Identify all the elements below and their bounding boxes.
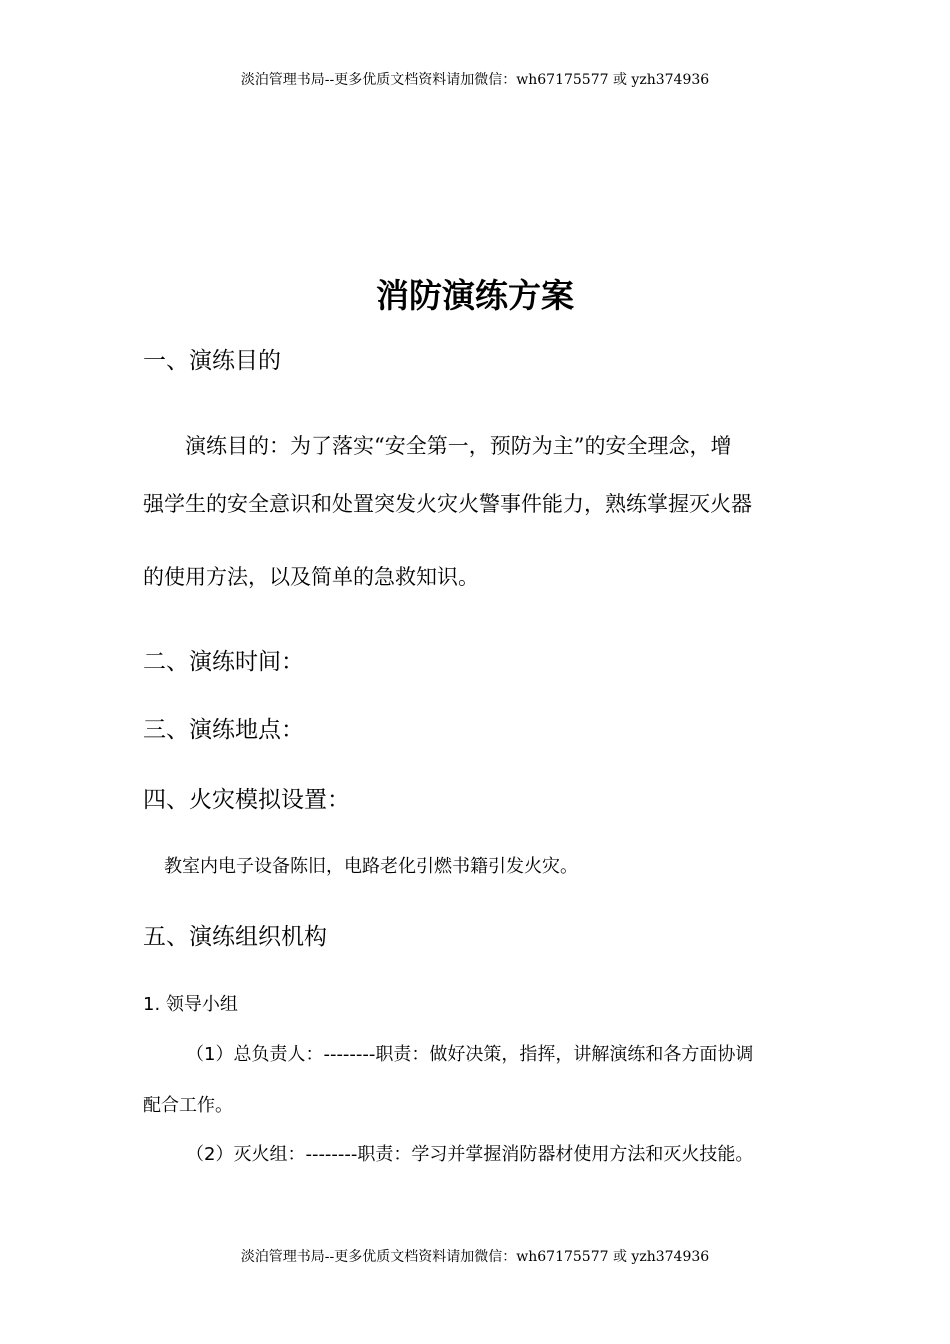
section-heading-organization: 五、演练组织机构	[143, 924, 327, 950]
purpose-line-1: 演练目的：为了落实“安全第一，预防为主”的安全理念，增	[143, 434, 732, 458]
page-title: 消防演练方案	[376, 276, 574, 315]
section-heading-purpose: 一、演练目的	[143, 348, 281, 374]
purpose-line-2: 强学生的安全意识和处置突发火灾火警事件能力，熟练掌握灭火器	[143, 492, 752, 516]
item-firefighting-group: （2）灭火组：--------职责：学习并掌握消防器材使用方法和灭火技能。	[186, 1144, 754, 1165]
page-footer: 淡泊管理书局--更多优质文档资料请加微信：wh67175577 或 yzh374936	[240, 1249, 710, 1265]
section-heading-fire-simulation: 四、火灾模拟设置：	[143, 787, 350, 813]
section-heading-time: 二、演练时间：	[143, 649, 304, 675]
purpose-line-3: 的使用方法，以及简单的急救知识。	[143, 565, 479, 589]
page-header: 淡泊管理书局--更多优质文档资料请加微信：wh67175577 或 yzh374936	[240, 72, 710, 88]
fire-simulation-text: 教室内电子设备陈旧，电路老化引燃书籍引发火灾。	[164, 856, 578, 877]
subsection-leadership: 1. 领导小组	[143, 994, 238, 1015]
section-heading-location: 三、演练地点：	[143, 717, 304, 743]
item-chief-line-1: （1）总负责人：--------职责：做好决策，指挥，讲解演练和各方面协调	[186, 1044, 754, 1065]
item-chief-line-2: 配合工作。	[143, 1095, 233, 1116]
